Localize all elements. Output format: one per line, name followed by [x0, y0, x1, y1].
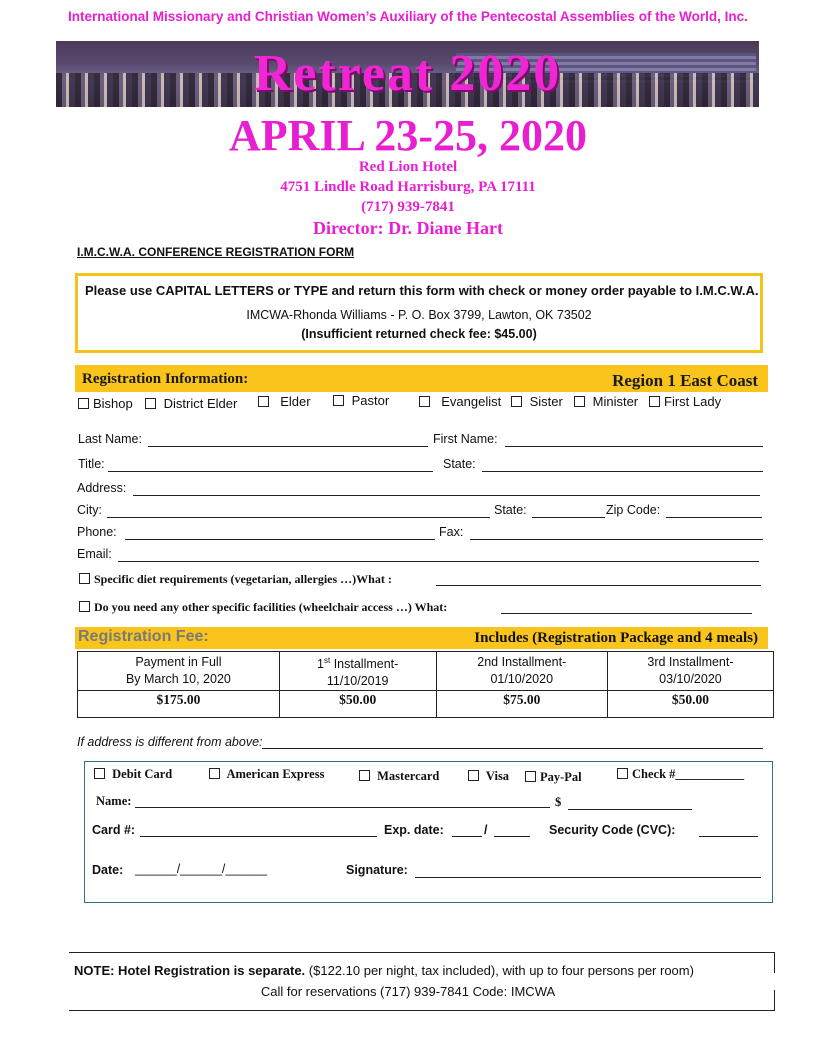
banner-title: Retreat 2020 — [253, 45, 562, 102]
fee-amount: $175.00 — [78, 691, 280, 718]
checkbox[interactable] — [468, 770, 479, 781]
title-option-evangelist[interactable]: Evangelist — [419, 394, 501, 409]
hotel-note: NOTE: Hotel Registration is separate. ($122.10 per night, tax included), with up to four persons per room) — [74, 963, 694, 978]
cardholder-name-label: Name: — [96, 794, 132, 808]
date-field[interactable]: ______/______/______ — [135, 862, 268, 876]
diet-question[interactable]: Specific diet requirements (vegetarian, allergies …)What : — [79, 572, 392, 587]
note-top-rule — [69, 952, 775, 953]
card-number-field[interactable] — [140, 836, 377, 837]
director: Director: Dr. Diane Hart — [313, 218, 503, 238]
fee-cell-installment-1: 1st Installment- 11/10/2019 — [279, 652, 436, 691]
payment-mastercard[interactable]: Mastercard — [359, 769, 439, 784]
address-field[interactable] — [133, 495, 760, 496]
title-field[interactable] — [108, 471, 433, 472]
payment-american-express[interactable]: American Express — [209, 767, 324, 782]
checkbox[interactable] — [79, 601, 90, 612]
checkbox[interactable] — [94, 768, 105, 779]
hotel-name: Red Lion Hotel — [358, 159, 458, 175]
table-row — [78, 691, 774, 718]
checkbox[interactable] — [79, 573, 90, 584]
signature-label: Signature: — [346, 863, 408, 877]
table-row — [78, 652, 774, 691]
alt-address-label: If address is different from above: — [77, 735, 263, 749]
title-option-bishop[interactable]: Bishop — [78, 396, 133, 411]
city-label: City: — [77, 503, 102, 517]
fee-amount: $50.00 — [607, 691, 773, 718]
hotel-address: 4751 Lindle Road Harrisburg, PA 17111 — [280, 179, 536, 195]
registration-header — [75, 365, 768, 392]
diet-field[interactable] — [436, 585, 761, 586]
email-field[interactable] — [118, 561, 759, 562]
first-name-label: First Name: — [433, 432, 498, 446]
zip-code-label: Zip Code: — [606, 503, 661, 517]
payment-visa[interactable]: Visa — [468, 769, 509, 784]
amount-field[interactable] — [568, 809, 692, 810]
payment-debit-card[interactable]: Debit Card — [94, 767, 172, 782]
checkbox[interactable] — [525, 771, 536, 782]
phone-label: Phone: — [77, 525, 117, 539]
fax-label: Fax: — [439, 525, 464, 539]
state-label: State: — [443, 457, 476, 471]
checkbox[interactable] — [511, 396, 522, 407]
payment-paypal[interactable]: Pay-Pal — [525, 770, 582, 785]
hotel-phone: (717) 939-7841 — [361, 199, 455, 215]
email-label: Email: — [77, 547, 112, 561]
city-state-label: State: — [494, 503, 527, 517]
last-name-label: Last Name: — [78, 432, 142, 446]
first-name-field[interactable] — [505, 446, 763, 447]
title-option-minister[interactable]: Minister — [574, 394, 638, 409]
payment-check[interactable]: Check #___________ — [617, 767, 744, 782]
title-label: Title: — [78, 457, 105, 471]
cvc-field[interactable] — [699, 836, 758, 837]
instructions-box — [75, 273, 763, 353]
fee-heading: Registration Fee: — [78, 628, 209, 645]
payment-box — [84, 761, 773, 903]
checkbox[interactable] — [145, 398, 156, 409]
fee-amount: $50.00 — [279, 691, 436, 718]
card-number-label: Card #: — [92, 823, 136, 837]
title-option-pastor[interactable]: Pastor — [333, 393, 389, 408]
last-name-field[interactable] — [148, 446, 428, 447]
checkbox[interactable] — [359, 770, 370, 781]
amount-dollar-label: $ — [555, 795, 562, 809]
expiry-year-field[interactable] — [494, 836, 530, 837]
cvc-label: Security Code (CVC): — [549, 823, 676, 837]
phone-field[interactable] — [125, 539, 435, 540]
checkbox[interactable] — [419, 396, 430, 407]
checkbox[interactable] — [649, 396, 660, 407]
region-label: Region 1 East Coast — [612, 371, 758, 390]
checkbox[interactable] — [574, 396, 585, 407]
checkbox[interactable] — [333, 395, 344, 406]
note-bottom-rule — [69, 1010, 775, 1011]
fee-includes: Includes (Registration Package and 4 meals) — [474, 630, 758, 646]
returned-check-fee: (Insufficient returned check fee: $45.00) — [301, 327, 537, 341]
retreat-banner-image — [56, 41, 759, 107]
facilities-field[interactable] — [501, 613, 752, 614]
title-option-elder[interactable]: Elder — [258, 394, 311, 409]
fee-cell-installment-3: 3rd Installment- 03/10/2020 — [607, 652, 773, 691]
checkbox[interactable] — [258, 396, 269, 407]
alt-address-field[interactable] — [262, 748, 763, 749]
fee-table — [77, 651, 774, 718]
reservation-line: Call for reservations (717) 939-7841 Code: IMCWA — [260, 984, 556, 999]
city-field[interactable] — [107, 517, 490, 518]
registration-heading: Registration Information: — [82, 371, 249, 387]
mailing-address: IMCWA-Rhonda Williams - P. O. Box 3799, Lawton, OK 73502 — [246, 308, 592, 322]
signature-field[interactable] — [415, 877, 761, 878]
date-label: Date: — [92, 863, 124, 877]
event-dates: APRIL 23-25, 2020 — [228, 111, 588, 160]
expiry-month-field[interactable] — [452, 836, 482, 837]
instructions-line: Please use CAPITAL LETTERS or TYPE and return this form with check or money order payable to I.M.C.W.A. — [85, 283, 759, 298]
expiry-label: Exp. date: — [384, 823, 444, 837]
zip-code-field[interactable] — [666, 517, 762, 518]
title-option-district-elder[interactable]: District Elder — [145, 396, 237, 411]
checkbox[interactable] — [78, 398, 89, 409]
checkbox[interactable] — [617, 768, 628, 779]
cardholder-name-field[interactable] — [135, 807, 550, 808]
city-state-field[interactable] — [532, 517, 605, 518]
state-field[interactable] — [482, 471, 763, 472]
fax-field[interactable] — [470, 539, 763, 540]
organization-name: International Missionary and Christian Women’s Auxiliary of the Pentecostal Assemblies of the World, Inc. — [68, 9, 748, 24]
title-option-sister[interactable]: Sister — [511, 394, 563, 409]
form-title: I.M.C.W.A. CONFERENCE REGISTRATION FORM — [77, 245, 355, 259]
checkbox[interactable] — [209, 768, 220, 779]
fee-header — [75, 627, 768, 649]
fee-cell-installment-2: 2nd Installment- 01/10/2020 — [436, 652, 607, 691]
fee-cell-full: Payment in Full By March 10, 2020 — [78, 652, 280, 691]
expiry-separator: / — [484, 823, 488, 837]
address-label: Address: — [77, 481, 127, 495]
facilities-question[interactable]: Do you need any other specific facilities (wheelchair access …) What: — [79, 600, 447, 615]
title-option-first-lady[interactable]: First Lady — [649, 394, 721, 409]
fee-amount: $75.00 — [436, 691, 607, 718]
